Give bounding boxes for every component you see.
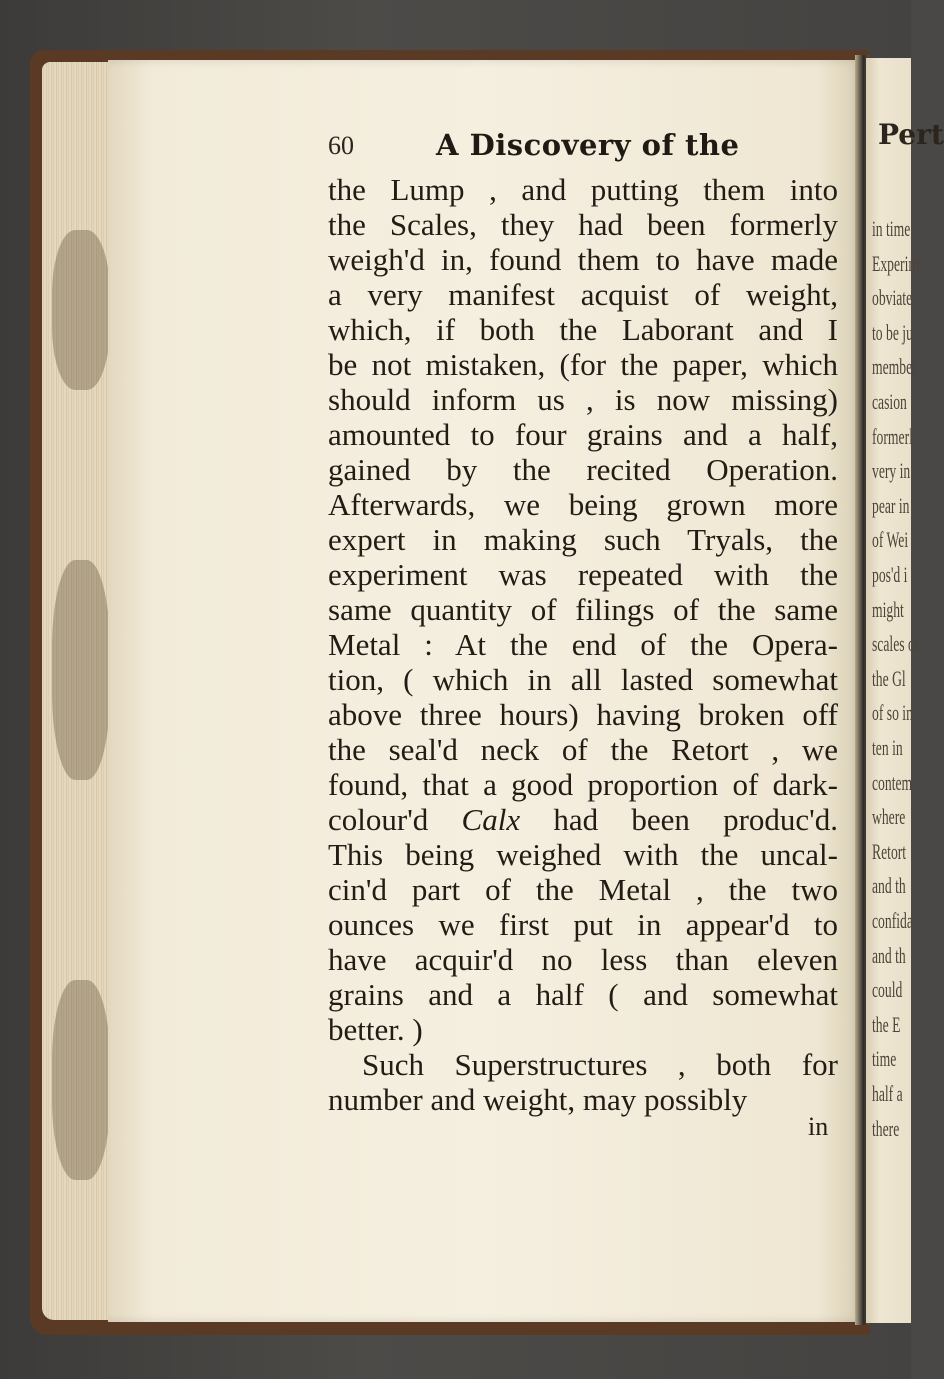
facing-line-fragment: confida [872, 908, 913, 933]
facing-line-fragment: of Wei [872, 527, 909, 553]
running-head [328, 128, 848, 168]
facing-line-fragment: pear in [872, 492, 910, 518]
text-line: a very manifest acquist of weight, [328, 277, 838, 312]
facing-line-fragment: where [872, 804, 906, 830]
facing-line-fragment: very in [872, 458, 911, 484]
text-line: better. ) [328, 1012, 423, 1047]
facing-line-fragment: the E [872, 1011, 901, 1037]
facing-line-fragment: Retort [872, 838, 907, 864]
facing-line-fragment: obviate [872, 285, 913, 311]
text-line: This being weighed with the uncal- [328, 837, 838, 872]
edge-stain [52, 560, 110, 780]
text-line: number and weight, may possibly [328, 1082, 748, 1117]
text-line: found, that a good proportion of dark- [328, 767, 838, 802]
facing-line-fragment: Experim [872, 250, 919, 276]
text-line: the seal'd neck of the Retort , we [328, 732, 838, 767]
text-line: gained by the recited Operation. [328, 452, 838, 487]
edge-stain [52, 230, 110, 390]
facing-line-fragment: member [872, 354, 917, 380]
italic-term: Calx [461, 802, 521, 837]
text-line: should inform us , is now missing) [328, 382, 838, 417]
facing-line-fragment: formerl [872, 423, 913, 449]
text-line: tion, ( which in all lasted somewhat [328, 662, 838, 697]
facing-line-fragment: could [872, 977, 903, 1003]
text-line: amounted to four grains and a half, [328, 417, 838, 452]
facing-line-fragment: casion [872, 389, 907, 414]
facing-line-fragment: there [872, 1115, 900, 1141]
text-line: cin'd part of the Metal , the two [328, 872, 838, 907]
text-line: Afterwards, we being grown more [328, 487, 838, 522]
facing-line-fragment: and th [872, 873, 906, 899]
text-line: Such Superstructures , both for [362, 1047, 838, 1082]
page-number: 60 [328, 131, 354, 160]
text-line: colour'd Calx had been produc'd. [328, 802, 839, 837]
catchword: in [808, 1112, 829, 1141]
facing-line-fragment: the Gl [872, 665, 906, 691]
facing-page-header: Pert [878, 118, 944, 151]
facing-page [866, 58, 944, 1323]
text-line: be not mistaken, (for the paper, which [328, 347, 838, 382]
facing-line-fragment: half a [872, 1081, 903, 1106]
text-line: weigh'd in, found them to have made [328, 242, 838, 277]
running-title: A Discovery of the [436, 128, 740, 162]
text-line: Metal : At the end of the Opera- [328, 627, 838, 662]
facing-line-fragment: ten in [872, 735, 903, 760]
edge-stain [52, 980, 110, 1180]
text-line: the Scales, they had been formerly [328, 207, 838, 242]
facing-line-fragment: in time [872, 216, 911, 241]
facing-line-fragment: might [872, 596, 904, 622]
text-line: which, if both the Laborant and I [328, 312, 838, 347]
text-line: same quantity of filings of the same [328, 592, 838, 627]
text-line: above three hours) having broken off [328, 697, 838, 732]
facing-line-fragment: and th [872, 942, 906, 968]
text-line: experiment was repeated with the [328, 557, 838, 592]
facing-line-fragment: pos'd i [872, 562, 908, 587]
text-line: have acquir'd no less than eleven [328, 942, 838, 977]
text-line: the Lump , and putting them into [328, 172, 838, 207]
text-line: grains and a half ( and somewhat [328, 977, 838, 1012]
facing-line-fragment: scales of [872, 631, 920, 657]
text-line: ounces we first put in appear'd to [328, 907, 838, 942]
facing-line-fragment: contem [872, 769, 913, 795]
text-line: expert in making such Tryals, the [328, 522, 838, 557]
facing-line-fragment: time [872, 1046, 897, 1072]
facing-line-fragment: to be ju [872, 319, 913, 345]
body-text [328, 172, 838, 1117]
facing-line-fragment: of so in [872, 700, 913, 726]
